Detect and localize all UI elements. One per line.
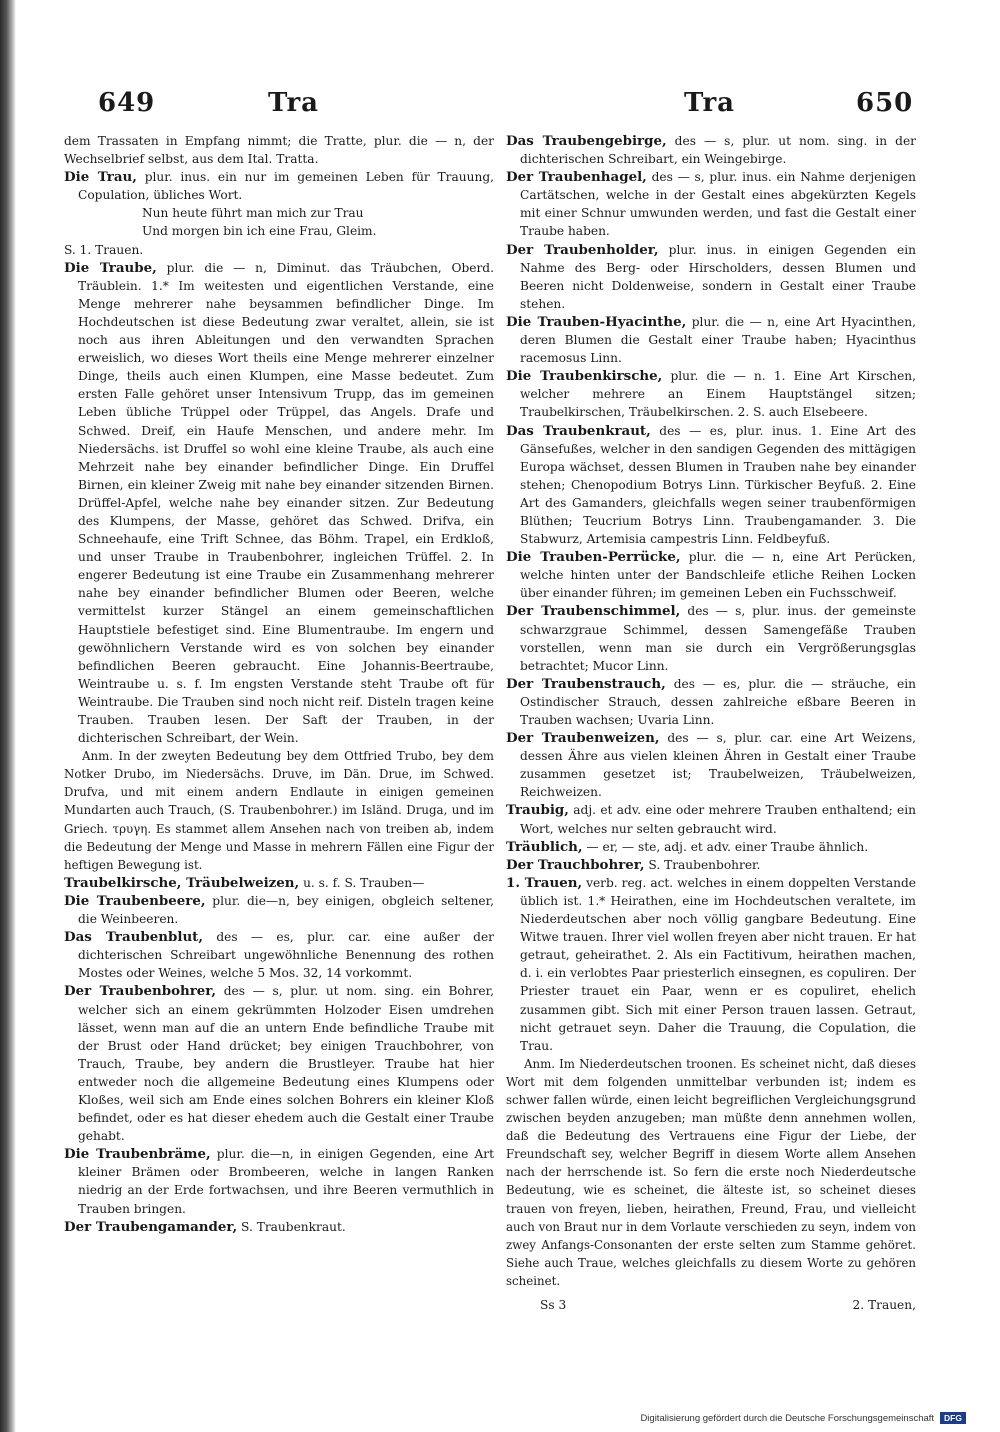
text-block: dem Trassaten in Empfang nimmt; die Tratte, plur. die — n, der Wechselbrief selbst, aus dem Ital. Tratta.: [64, 134, 494, 167]
dictionary-entry: [506, 675, 916, 729]
entry-text: u. s. f. S. Trauben—: [299, 875, 425, 890]
entry-text: des — s, plur. car. eine Art Weizens, dessen Ähre aus vielen kleinen Ähren in Gestalt einer Traube zusammen gesetzet ist; Traubelweizen, Träubelweizen, Reichweizen.: [520, 731, 916, 800]
headword: 1. Trauen,: [506, 874, 583, 891]
entry-text: plur. inus. ein nur im gemeinen Leben für Trauung, Copulation, übliches Wort.: [78, 170, 494, 203]
dictionary-entry: [506, 729, 916, 801]
credit-text: Digitalisierung gefördert durch die Deutsche Forschungsgemeinschaft: [640, 1412, 935, 1424]
dictionary-entry: [64, 259, 494, 748]
headword: Der Traubenweizen,: [506, 730, 660, 747]
annotation: Anm. Im Niederdeutschen troonen. Es scheinet nicht, daß dieses Wort mit dem folgenden unmittelbar verbunden ist; indem es schwer fallen würde, einen leicht begreiflichen Vergleichungsgrund zwischen beyden anzugeben; man müßte denn annehmen wollen, daß die Bedeutung des Vertrauens eine Figur der Liebe, der Freundschaft sey, welcher Begriff in diesem Worte allem Ansehen nach der herrschende ist. So fern die erste noch Niederdeutsche Bedeutung, wie es scheinet, die älteste ist, so scheinet dieses trauen von freyen, lieben, heirathen, Freund, Frau, und vielleicht auch von Braut nur in dem Vorlaute verschieden zu seyn, indem von zwey Anfangs-Consonanten der erste selten zum Stamme gehöret. Siehe auch Traue, welches gleichfalls zu diesem Worte zu gehören scheinet.: [506, 1056, 916, 1288]
dictionary-entry: [506, 838, 916, 856]
right-column: [506, 132, 916, 1314]
entry-text: plur. die — n, eine Art Perücken, welche hinten unter der Bandschleife etliche Reihen Locken über einander führen; im gemeinen Leben ein Fuchsschweif.: [520, 550, 917, 601]
headword: Die Traubenbeere,: [64, 892, 206, 909]
headword: Das Traubengebirge,: [506, 133, 667, 149]
digitization-credit: [640, 1412, 966, 1424]
entry-text: plur. die—n, bey einigen, obgleich seltener, die Weinbeeren.: [78, 893, 494, 927]
book-gutter-shadow: [0, 0, 16, 1432]
dictionary-entry: [506, 801, 916, 837]
text-block: S. 1. Trauen.: [64, 242, 144, 257]
headword: Traubelkirsche, Träubelweizen,: [64, 874, 300, 891]
signature-mark: Ss 3: [540, 1298, 567, 1312]
entry-text: des — s, plur. inus. ein Nahme derjenigen Cartätschen, welche in der Gestalt eines abgekürzten Kegels mit einer Schnur umwunden werden, und fast die Gestalt einer Traube haben.: [520, 170, 916, 239]
dictionary-entry: [506, 856, 916, 874]
headword: Der Trauchbohrer,: [506, 856, 645, 873]
verse-quote: Und morgen bin ich eine Frau, Gleim.: [142, 224, 377, 239]
entry-text: des — es, plur. die — sträuche, ein Ostindischer Strauch, dessen zahlreiche eßbare Beeren in Trauben wachsen; Uvaria Linn.: [520, 676, 916, 727]
page-number-right: 650: [856, 88, 914, 118]
dictionary-entry: [64, 874, 494, 892]
entry-text: S. Traubenbohrer.: [644, 857, 761, 872]
verse-quote: Nun heute führt man mich zur Trau: [142, 206, 364, 221]
headword: Traubig,: [506, 802, 569, 819]
headword: Die Trauben-Hyacinthe,: [506, 313, 687, 330]
headword: Der Traubenstrauch,: [506, 675, 666, 692]
entry-text: S. Traubenkraut.: [237, 1219, 346, 1234]
catchword: 2. Trauen,: [852, 1298, 916, 1312]
dictionary-entry: [506, 548, 916, 602]
headword: Der Traubenschimmel,: [506, 603, 681, 620]
entry-text: des — es, plur. inus. 1. Eine Art des Gänsefußes, welcher in den sandigen Gegenden des mittägigen Europa wächset, dessen Blumen in Trauben nahe bey einander stehen; Chenopodium Botrys Linn. Türkischer Beyfuß. 2. Eine Art des Gamanders, gleichfalls wegen seiner traubenförmigen Blüthen; Teucrium Botrys Linn. Traubengamander. 3. Die Stabwurz, Artemisia campestris Linn. Feldbeyfuß.: [520, 423, 916, 547]
annotation: Anm. In der zweyten Bedeutung bey dem Ottfried Trubo, bey dem Notker Drubo, im Niedersächs. Druve, im Dän. Drue, im Schwed. Drufva, und mit einem andern Endlaute in einigen gemeinen Mundarten auch Trauch, (S. Traubenbohrer.) im Isländ. Druga, und im Griech. τρυγη. Es stammet allem Ansehen nach von treiben ab, indem die Bedeutung der Menge und Masse in mehrern Fällen eine Figur der heftigen Bewegung ist.: [64, 749, 494, 872]
dictionary-entry: [64, 982, 494, 1145]
running-head-right: Tra: [684, 88, 736, 118]
dictionary-entry: [64, 1145, 494, 1217]
headword: Das Traubenkraut,: [506, 422, 651, 439]
dictionary-entry: [506, 168, 916, 240]
entry-text: plur. die—n, in einigen Gegenden, eine Art kleiner Brämen oder Brombeeren, welche in langen Ranken niedrig an der Erde fortwachsen, und ihre Beeren vermuthlich in Trauben bringen.: [78, 1147, 494, 1216]
dictionary-entry: [64, 892, 494, 928]
dictionary-entry: [506, 132, 916, 168]
headword: Der Traubenholder,: [506, 241, 659, 258]
dictionary-entry: [506, 874, 916, 1055]
entry-text: plur. inus. in einigen Gegenden ein Nahme des Berg- oder Hirscholders, dessen Blumen und Beeren nicht Doldenweise, sondern in Gestalt einer Traube stehen.: [520, 242, 916, 311]
entry-text: des — s, plur. ut nom. sing. ein Bohrer, welcher sich an einem gekrümmten Holzoder Eisen umdrehen lässet, wenn man auf die an untern Ende befindliche Traube mit der Brust oder Hand drücket; bey einigen Trauchbohrer, von Trauch, Traube, bey andern die Brustleyer. Traube hat hier entweder noch die allgemeine Bedeutung eines Klumpens oder Kloßes, weil sich am Ende eines solchen Bohrers ein kleiner Kloß befindet, oder es hat dieser ehedem auch die Gestalt einer Traube gehabt.: [78, 984, 494, 1144]
headword: Die Traubenkirsche,: [506, 368, 663, 385]
entry-text: verb. reg. act. welches in einem doppelten Verstande üblich ist. 1.* Heirathen, eine im Hochdeutschen veraltete, im Niederdeutschen aber noch völlig gangbare Bedeutung. Eine Witwe trauen. Ihrer viel wollen freyen aber nicht trauen. Er hat getraut, geheirathet. 2. Als ein Factitivum, heirathen machen, d. i. ein verlobtes Paar priesterlich einsegnen, es copuliren. Der Priester trauet ein Paar, wenn er es copuliret, ehelich zusammen gibt. Sich mit einer Person trauen lassen. Getraut, nicht getrauet seyn. Daher die Trauung, die Copulation, die Trau.: [520, 875, 916, 1053]
entry-text: des — es, plur. car. eine außer der dichterischen Schreibart ungewöhnliche Benennung des rothen Mostes oder Weines, welche 5 Mos. 32, 14 vorkommt.: [78, 930, 494, 981]
entry-text: — er, — ste, adj. et adv. einer Traube ähnlich.: [582, 839, 869, 854]
entry-text: plur. die — n, Diminut. das Träubchen, Oberd. Träublein. 1.* Im weitesten und eigentlichen Verstande, eine Menge mehrerer nahe beysammen befindlicher Dinge. Im Hochdeutschen ist diese Bedeutung zwar veraltet, allein, sie ist noch aus ihren Ableitungen und den verwandten Sprachen erweislich, wo dieses Wort theils eine Menge mehrerer einzelner Dinge, theils auch einen Klumpen, eine Masse bedeutet. Zum ersten Falle gehöret unser Intensivum Trupp, das im gemeinen Leben übliche Trüppel oder Trüppel, das Angels. Drafe und Schwed. Dreif, ein Haufe Menschen, und andere mehr. Im Niedersächs. ist Druffel so wohl eine kleine Traube, als auch eine Mehrzeit nahe bey einander befindlicher Dinge. Ein Druffel Birnen, ein kleiner Zweig mit nahe bey einander sitzenden Birnen. Drüffel-Apfel, welche nahe bey einander sitzen. Zur Bedeutung des Klumpens, der Masse, gehöret das Schwed. Drifva, ein Schneehaufe, eine Trift Schnee, das Böhm. Trapel, ein Erdkloß, und unser Traube in Traubenbohrer, ingleichen Trüffel. 2. In engerer Bedeutung ist eine Traube ein Zusammenhang mehrerer nahe bey einander befindlicher Blumen oder Beeren, welche vermittelst kurzer Stängel an einem gemeinschaftlichen Hauptstiele befestiget sind. Eine Blumentraube. Im engern und gewöhnlichern Verstande wird es von solchen bey einander befindlichen Beeren gebraucht. Eine Johannis-Beertraube, Weintraube u. s. f. Im engsten Verstande steht Traube oft für Weintraube. Die Trauben sind noch nicht reif. Disteln tragen keine Trauben. Trauben lesen. Der Saft der Trauben, in der dichterischen Schreibart, der Wein.: [78, 260, 494, 746]
headword: Das Traubenblut,: [64, 929, 204, 946]
headword: Die Traubenbräme,: [64, 1146, 211, 1163]
dictionary-entry: [64, 168, 494, 204]
headword: Träublich,: [506, 838, 583, 855]
entry-text: adj. et adv. eine oder mehrere Trauben enthaltend; ein Wort, welches nur selten gebraucht wird.: [520, 803, 916, 836]
page-number-left: 649: [98, 88, 156, 118]
headword: Der Traubengamander,: [64, 1218, 238, 1235]
headword: Die Trauben-Perrücke,: [506, 549, 681, 566]
dictionary-entry: [64, 1218, 494, 1236]
right-column-body: [506, 132, 916, 1290]
dfg-logo: DFG: [940, 1412, 966, 1424]
dictionary-entry: [64, 928, 494, 982]
dictionary-entry: [506, 602, 916, 674]
dictionary-entry: [506, 241, 916, 313]
page-foot: [506, 1296, 916, 1314]
headword: Der Traubenbohrer,: [64, 983, 217, 1000]
entry-text: plur. die — n, eine Art Hyacinthen, deren Blumen die Gestalt einer Traube haben; Hyacinthus racemosus Linn.: [520, 314, 916, 366]
left-column: [64, 132, 494, 1236]
entry-text: plur. die — n. 1. Eine Art Kirschen, welcher mehrere an Einem Hauptstängel sitzen; Traubelkirschen, Träubelkirschen. 2. S. auch Elsebeere.: [520, 369, 917, 420]
dictionary-entry: [506, 422, 916, 549]
headword: Der Traubenhagel,: [506, 169, 647, 186]
entry-text: des — s, plur. ut nom. sing. in der dichterischen Schreibart, ein Weingebirge.: [520, 134, 916, 167]
entry-text: des — s, plur. inus. der gemeinste schwarzgraue Schimmel, dessen Samengefäße Trauben vorstellen, wenn man sie durch ein Vergrößerungsglas betrachtet; Mucor Linn.: [520, 604, 916, 673]
dictionary-entry: [506, 367, 916, 421]
dictionary-entry: [506, 313, 916, 367]
running-head-left: Tra: [268, 88, 320, 118]
headword: Die Trau,: [64, 169, 137, 186]
headword: Die Traube,: [64, 259, 157, 276]
